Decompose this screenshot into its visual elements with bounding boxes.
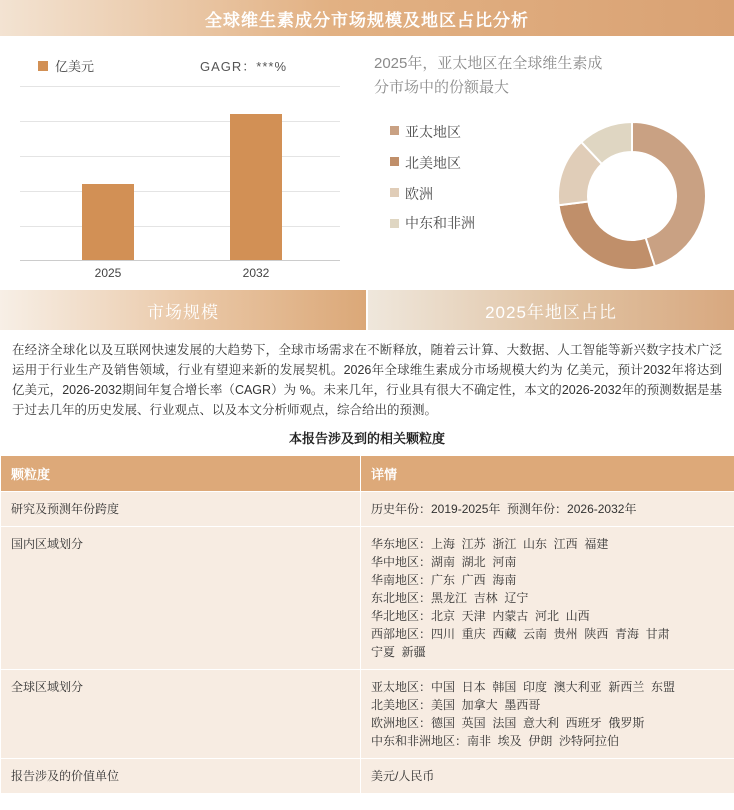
table-cell-detail-line: 宁夏 新疆 [371, 645, 426, 659]
table-cell-detail-line: 北美地区：美国 加拿大 墨西哥 [371, 698, 541, 712]
tab-label: 2025年地区占比 [485, 302, 617, 322]
donut-legend-item-asia-pacific [390, 122, 500, 142]
market-size-bar-chart [0, 38, 366, 290]
donut-legend-label: 欧洲 [405, 186, 433, 202]
table-cell-detail-line: 华南地区：广东 广西 海南 [371, 573, 517, 587]
table-cell-detail-line: 东北地区：黑龙江 吉林 辽宁 [371, 591, 529, 605]
donut-slice [559, 202, 655, 270]
table-header-granularity: 颗粒度 [1, 456, 361, 492]
table-cell-detail-line: 华东地区：上海 江苏 浙江 山东 江西 福建 [371, 537, 609, 551]
page-header [0, 0, 734, 38]
table-cell-detail-line: 华中地区：湖南 湖北 河南 [371, 555, 517, 569]
donut-graphic [552, 116, 712, 276]
table-cell-detail [361, 670, 734, 759]
donut-legend-label: 北美地区 [405, 155, 461, 171]
table-cell-granularity: 全球区域划分 [1, 670, 361, 759]
grid-line [20, 191, 340, 192]
donut-legend-item-middle-east-africa [390, 215, 500, 232]
donut-legend [390, 122, 500, 243]
table-header-row [1, 456, 734, 492]
legend-swatch-icon [390, 157, 399, 166]
table-cell-granularity: 国内区域划分 [1, 527, 361, 670]
tab-label: 市场规模 [147, 302, 219, 322]
table-cell-detail-line: 美元/人民币 [371, 769, 435, 783]
granularity-table [0, 455, 734, 794]
table-header-detail: 详情 [361, 456, 734, 492]
table-row [1, 759, 734, 794]
table-cell-detail-line: 欧洲地区：德国 英国 法国 意大利 西班牙 俄罗斯 [371, 716, 645, 730]
bar-2032 [230, 114, 282, 260]
bar-category-labels [20, 266, 340, 284]
table-cell-detail [361, 527, 734, 670]
gagr-annotation: GAGR：***% [200, 59, 288, 74]
legend-swatch-icon [38, 61, 48, 71]
section-tabs [0, 290, 734, 330]
table-cell-detail [361, 492, 734, 527]
tab-market-size[interactable] [0, 290, 368, 330]
category-label-2032: 2032 [242, 266, 270, 280]
table-row [1, 527, 734, 670]
donut-legend-item-north-america [390, 153, 500, 173]
tab-region-share[interactable] [368, 290, 734, 330]
table-cell-detail-line: 西部地区：四川 重庆 西藏 云南 贵州 陕西 青海 甘肃 [371, 627, 670, 641]
donut-legend-label: 亚太地区 [405, 124, 461, 140]
table-cell-granularity: 研究及预测年份跨度 [1, 492, 361, 527]
table-cell-granularity: 报告涉及的价值单位 [1, 759, 361, 794]
axis-line [20, 260, 340, 261]
charts-row [0, 38, 734, 290]
table-cell-detail-line: 历史年份：2019-2025年 预测年份：2026-2032年 [371, 502, 637, 516]
table-row [1, 492, 734, 527]
donut-svg [552, 116, 712, 276]
page-title: 全球维生素成分市场规模及地区占比分析 [205, 10, 529, 30]
bar-chart-legend [38, 56, 94, 75]
legend-swatch-icon [390, 219, 399, 228]
table-cell-detail [361, 759, 734, 794]
donut-legend-item-europe [390, 184, 500, 204]
table-row [1, 670, 734, 759]
legend-swatch-icon [390, 126, 399, 135]
table-cell-detail-line: 亚太地区：中国 日本 韩国 印度 澳大利亚 新西兰 东盟 [371, 680, 676, 694]
donut-chart-title: 2025年，亚太地区在全球维生素成分市场中的份额最大 [374, 55, 603, 96]
grid-line [20, 226, 340, 227]
grid-line [20, 156, 340, 157]
granularity-subtitle: 本报告涉及到的相关颗粒度 [288, 431, 445, 446]
table-cell-detail-line: 华北地区：北京 天津 内蒙古 河北 山西 [371, 609, 590, 623]
legend-swatch-icon [390, 188, 399, 197]
table-cell-detail-line: 中东和非洲地区：南非 埃及 伊朗 沙特阿拉伯 [371, 734, 620, 748]
grid-line [20, 121, 340, 122]
category-label-2025: 2025 [94, 266, 122, 280]
bar-2025 [82, 184, 134, 260]
overview-paragraph: 在经济全球化以及互联网快速发展的大趋势下，全球市场需求在不断释放，随着云计算、大数据、人工智能等新兴数字技术广泛运用于行业生产及销售领域，行业有望迎来新的发展契机。2026年全球维生素成分市场规模大约为 亿美元，预计2032年将达到 亿美元，2026-2032期间年复合增长率（CAGR）为 %。未来几年，行业具有很大不确定性，本文的2026-2032年的预测数据是基于过去几年的历史发展、行业观点、以及本文分析师观点，综合给出的预测。 [12, 343, 722, 417]
bar-legend-label: 亿美元 [55, 59, 95, 74]
bar-plot-area [20, 86, 340, 261]
grid-line [20, 86, 340, 87]
region-share-donut-chart [366, 38, 734, 290]
donut-legend-label: 中东和非洲 [405, 215, 475, 231]
